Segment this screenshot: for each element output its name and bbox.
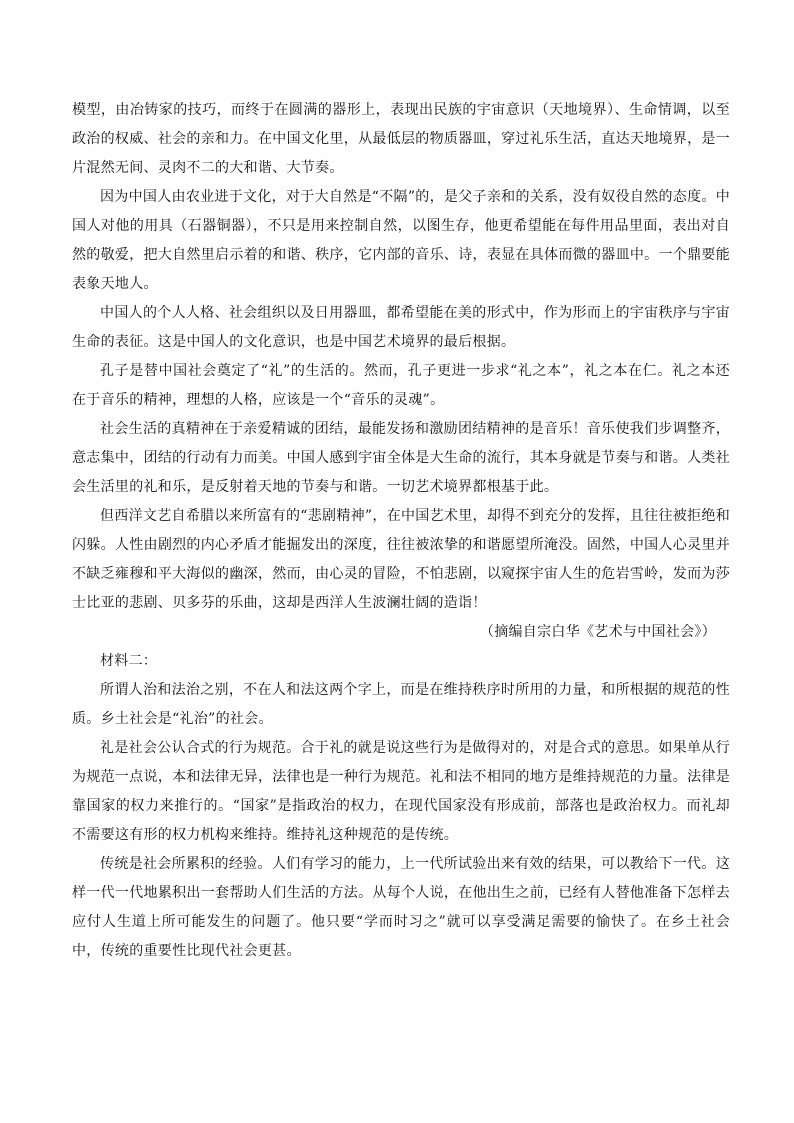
paragraph-agriculture: 因为中国人由农业进于文化，对于大自然是“不隔”的，是父子亲和的关系，没有奴役自然的态度。中国人对他的用具（石器铜器），不只是用来控制自然，以图生存，他更希望能在每件用品里面，表出对自然的敬爱，把大自然里启示着的和谐、秩序，它内部的音乐、诗，表显在具体而微的器皿中。一个鼎要能表象天地人。 <box>72 189 730 292</box>
paragraph-tradition: 传统是社会所累积的经验。人们有学习的能力，上一代所试验出来有效的结果，可以教给下一代。这样一代一代地累积出一套帮助人们生活的方法。从每个人说，在他出生之前，已经有人替他准备下怎样去应付人生道上所可能发生的问题了。他只要“学而时习之”就可以享受满足需要的愉快了。在乡土社会中，传统的重要性比现代社会更甚。 <box>72 856 730 959</box>
material-two-heading: 材料二： <box>100 653 158 669</box>
paragraph-confucius: 孔子是替中国社会奠定了“礼”的生活的。然而，孔子更进一步求“礼之本”，礼之本在仁。礼之本还在于音乐的精神，理想的人格，应该是一个“音乐的灵魂”。 <box>72 363 730 408</box>
paragraph-personality: 中国人的个人人格、社会组织以及日用器皿，都希望能在美的形式中，作为形而上的宇宙秩序与宇宙生命的表征。这是中国人的文化意识，也是中国艺术境界的最后根据。 <box>72 305 730 350</box>
source-citation: （摘编自宗白华《艺术与中国社会》） <box>479 624 716 640</box>
document-page <box>72 96 730 966</box>
paragraph-li-norms: 礼是社会公认合式的行为规范。合于礼的就是说这些行为是做得对的，对是合式的意思。如果单从行为规范一点说，本和法律无异，法律也是一种行为规范。礼和法不相同的地方是维持规范的力量。法律是靠国家的权力来推行的。“国家”是指政治的权力，在现代国家没有形成前，部落也是政治权力。而礼却不需要这有形的权力机构来维持。维持礼这种规范的是传统。 <box>72 740 730 843</box>
paragraph-tragedy: 但西洋文艺自希腊以来所富有的“悲剧精神”，在中国艺术里，却得不到充分的发挥，且往往被拒绝和闪躲。人性由剧烈的内心矛盾才能掘发出的深度，往往被浓挚的和谐愿望所淹没。固然，中国人心灵里并不缺乏雍穆和平大海似的幽深，然而，由心灵的冒险，不怕悲剧，以窥探宇宙人生的危岩雪岭，发而为莎士比亚的悲剧、贝多芬的乐曲，这却是西洋人生波澜壮阔的造诣！ <box>72 508 730 611</box>
paragraph-rule-of-law: 所谓人治和法治之别，不在人和法这两个字上，而是在维持秩序时所用的力量，和所根据的规范的性质。乡土社会是“礼治”的社会。 <box>72 682 730 727</box>
paragraph-music: 社会生活的真精神在于亲爱精诚的团结，最能发扬和激励团结精神的是音乐！音乐使我们步调整齐，意志集中，团结的行动有力而美。中国人感到宇宙全体是大生命的流行，其本身就是节奏与和谐。人类社会生活里的礼和乐，是反射着天地的节奏与和谐。一切艺术境界都根基于此。 <box>72 421 730 495</box>
paragraph-continued: 模型，由冶铸家的技巧，而终于在圆满的器形上，表现出民族的宇宙意识（天地境界）、生命情调，以至政治的权威、社会的亲和力。在中国文化里，从最低层的物质器皿，穿过礼乐生活，直达天地境界，是一片混然无间、灵肉不二的大和谐、大节奏。 <box>72 102 730 176</box>
